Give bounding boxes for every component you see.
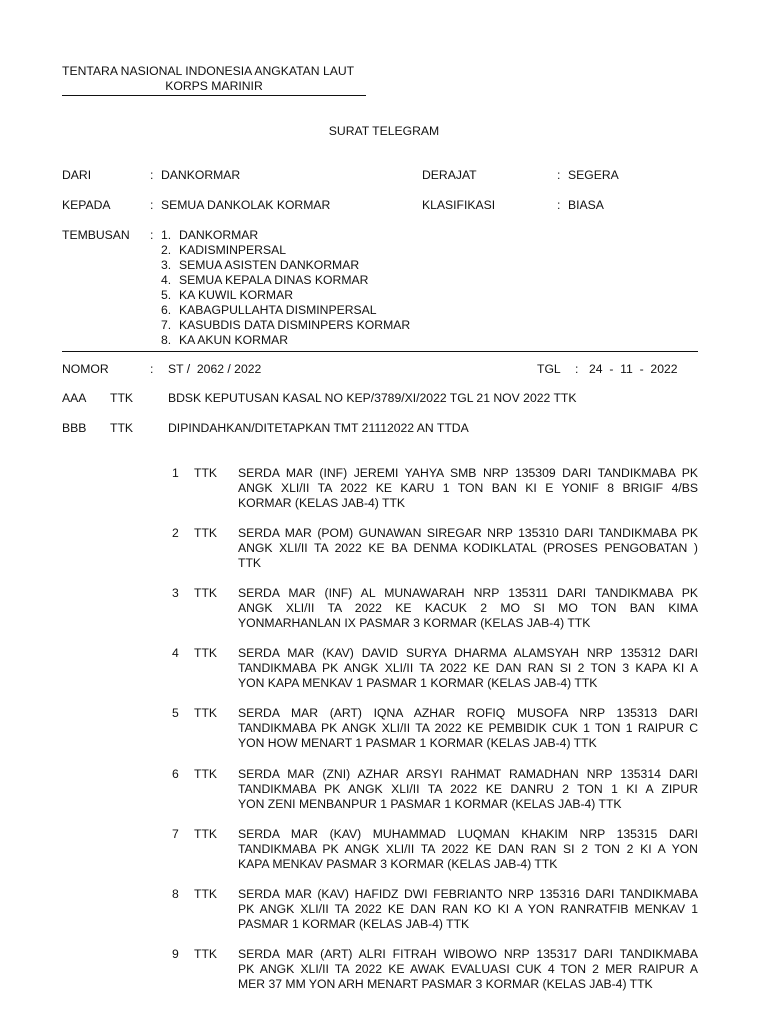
document-title: SURAT TELEGRAM <box>328 124 440 138</box>
item-ttk: TTK <box>194 767 218 781</box>
dari-colon: : <box>150 168 154 182</box>
bbb-ttk: TTK <box>110 421 134 435</box>
tembusan-number: 8. <box>161 333 172 347</box>
item-ttk: TTK <box>194 466 218 480</box>
aaa-ttk: TTK <box>110 391 134 405</box>
tembusan-number: 6. <box>161 303 172 317</box>
dari-label: DARI <box>62 168 92 182</box>
item-line: PK ANGK XLI/II TA 2022 KE DAN RAN KO KI A YON RANRATFIB MENKAV 1 <box>238 902 698 916</box>
item-ttk: TTK <box>194 526 218 540</box>
item-line: SERDA MAR (POM) GUNAWAN SIREGAR NRP 135310 DARI TANDIKMABA PK <box>238 526 698 540</box>
tembusan-text: KADISMINPERSAL <box>179 243 287 257</box>
item-number: 7 <box>172 827 179 841</box>
tembusan-text: KASUBDIS DATA DISMINPERS KORMAR <box>179 318 411 332</box>
tembusan-text: KA AKUN KORMAR <box>179 333 289 347</box>
tembusan-list <box>161 228 410 348</box>
bbb-text: DIPINDAHKAN/DITETAPKAN TMT 21112022 AN TTDA <box>168 421 469 435</box>
item-number: 8 <box>172 887 179 901</box>
item-line: PASMAR 1 KORMAR (KELAS JAB-4) TTK <box>238 917 470 931</box>
item-line: TANDIKMABA PK ANGK XLI/II TA 2022 KE DAN RAN SI 2 TON 3 KAPA KI A <box>238 661 698 675</box>
item-text <box>238 586 698 631</box>
item-text <box>238 827 698 872</box>
header-underline <box>62 95 366 96</box>
kepada-label: KEPADA <box>62 198 111 212</box>
kepada-colon: : <box>150 198 154 212</box>
tembusan-text: SEMUA ASISTEN DANKORMAR <box>179 258 360 272</box>
tembusan-text: KA KUWIL KORMAR <box>179 288 293 302</box>
item-text <box>238 466 698 511</box>
item-number: 1 <box>172 466 179 480</box>
klasifikasi-colon: : <box>557 198 561 212</box>
item-line: YON KAPA MENKAV 1 PASMAR 1 KORMAR (KELAS JAB-4) TTK <box>238 676 598 690</box>
dari-value: DANKORMAR <box>161 168 241 182</box>
item-line: ANGK XLI/II TA 2022 KE KARU 1 TON BAN KI E YONIF 8 BRIGIF 4/BS <box>238 481 698 495</box>
item-number: 6 <box>172 767 179 781</box>
item-line: SERDA MAR (KAV) HAFIDZ DWI FEBRIANTO NRP 135316 DARI TANDIKMABA <box>238 887 698 901</box>
item-line: SERDA MAR (ART) ALRI FITRAH WIBOWO NRP 135317 DARI TANDIKMABA <box>238 947 698 961</box>
item-line: TANDIKMABA PK ANGK XLI/II TA 2022 KE DAN RAN SI 2 TON 2 KI A YON <box>238 842 698 856</box>
nomor-value: ST / 2062 / 2022 <box>168 362 262 376</box>
tgl-label: TGL <box>537 362 561 376</box>
tembusan-item <box>161 243 410 258</box>
item-line: TTK <box>238 556 262 570</box>
klasifikasi-label: KLASIFIKASI <box>422 198 496 212</box>
tembusan-text: DANKORMAR <box>179 228 259 242</box>
item-line: SERDA MAR (INF) AL MUNAWARAH NRP 135311 DARI TANDIKMABA PK <box>238 586 698 600</box>
org-line1: TENTARA NASIONAL INDONESIA ANGKATAN LAUT <box>62 64 355 78</box>
item-line: SERDA MAR (INF) JEREMI YAHYA SMB NRP 135309 DARI TANDIKMABA PK <box>238 466 698 480</box>
item-text <box>238 706 698 751</box>
item-line: KAPA MENKAV PASMAR 3 KORMAR (KELAS JAB-4) TTK <box>238 857 558 871</box>
tembusan-item <box>161 333 410 348</box>
bbb-label: BBB <box>62 421 87 435</box>
item-text <box>238 767 698 812</box>
tembusan-number: 4. <box>161 273 172 287</box>
item-ttk: TTK <box>194 827 218 841</box>
item-line: ANGK XLI/II TA 2022 KE KACUK 2 MO SI MO TON BAN KIMA <box>238 601 698 615</box>
item-text <box>238 646 698 691</box>
item-line: TANDIKMABA PK ANGK XLI/II TA 2022 KE DANRU 2 TON 1 KI A ZIPUR <box>238 782 698 796</box>
item-text <box>238 526 698 571</box>
tembusan-number: 1. <box>161 228 172 242</box>
derajat-label: DERAJAT <box>422 168 477 182</box>
tembusan-item <box>161 303 410 318</box>
kepada-value: SEMUA DANKOLAK KORMAR <box>161 198 331 212</box>
item-line: SERDA MAR (KAV) MUHAMMAD LUQMAN KHAKIM NRP 135315 DARI <box>238 827 698 841</box>
item-ttk: TTK <box>194 947 218 961</box>
item-text <box>238 947 698 992</box>
nomor-colon: : <box>150 362 154 376</box>
tembusan-item <box>161 258 410 273</box>
item-number: 5 <box>172 706 179 720</box>
item-line: MER 37 MM YON ARH MENART PASMAR 3 KORMAR (KELAS JAB-4) TTK <box>238 977 653 991</box>
org-line2: KORPS MARINIR <box>165 79 263 93</box>
item-line: SERDA MAR (ART) IQNA AZHAR ROFIQ MUSOFA NRP 135313 DARI <box>238 706 698 720</box>
tembusan-text: SEMUA KEPALA DINAS KORMAR <box>179 273 369 287</box>
item-text <box>238 887 698 932</box>
klasifikasi-value: BIASA <box>568 198 604 212</box>
tembusan-item <box>161 273 410 288</box>
item-number: 2 <box>172 526 179 540</box>
tembusan-number: 3. <box>161 258 172 272</box>
tembusan-item <box>161 228 410 243</box>
item-line: YON ZENI MENBANPUR 1 PASMAR 1 KORMAR (KELAS JAB-4) TTK <box>238 797 622 811</box>
item-ttk: TTK <box>194 706 218 720</box>
derajat-value: SEGERA <box>568 168 619 182</box>
item-number: 3 <box>172 586 179 600</box>
tembusan-number: 7. <box>161 318 172 332</box>
derajat-colon: : <box>557 168 561 182</box>
tembusan-item <box>161 288 410 303</box>
nomor-label: NOMOR <box>62 362 109 376</box>
tgl-colon: : <box>575 362 579 376</box>
aaa-label: AAA <box>62 391 87 405</box>
item-line: TANDIKMABA PK ANGK XLI/II TA 2022 KE PEMBIDIK CUK 1 TON 1 RAIPUR C <box>238 721 698 735</box>
tembusan-text: KABAGPULLAHTA DISMINPERSAL <box>179 303 377 317</box>
tembusan-colon: : <box>150 228 154 242</box>
aaa-text: BDSK KEPUTUSAN KASAL NO KEP/3789/XI/2022 TGL 21 NOV 2022 TTK <box>168 391 577 405</box>
item-line: PK ANGK XLI/II TA 2022 KE AWAK EVALUASI CUK 4 TON 2 MER RAIPUR A <box>238 962 698 976</box>
item-line: YON HOW MENART 1 PASMAR 1 KORMAR (KELAS JAB-4) TTK <box>238 736 597 750</box>
tembusan-number: 2. <box>161 243 172 257</box>
tgl-value: 24 - 11 - 2022 <box>589 362 678 376</box>
item-number: 9 <box>172 947 179 961</box>
tembusan-label: TEMBUSAN <box>62 228 130 242</box>
item-line: KORMAR (KELAS JAB-4) TTK <box>238 496 406 510</box>
item-ttk: TTK <box>194 586 218 600</box>
item-line: YONMARHANLAN IX PASMAR 3 KORMAR (KELAS JAB-4) TTK <box>238 616 591 630</box>
section-divider <box>62 351 698 352</box>
item-line: ANGK XLI/II TA 2022 KE BA DENMA KODIKLATAL (PROSES PENGOBATAN ) <box>238 541 698 555</box>
tembusan-number: 5. <box>161 288 172 302</box>
item-line: SERDA MAR (ZNI) AZHAR ARSYI RAHMAT RAMADHAN NRP 135314 DARI <box>238 767 698 781</box>
item-ttk: TTK <box>194 646 218 660</box>
item-number: 4 <box>172 646 179 660</box>
tembusan-item <box>161 318 410 333</box>
item-ttk: TTK <box>194 887 218 901</box>
item-line: SERDA MAR (KAV) DAVID SURYA DHARMA ALAMSYAH NRP 135312 DARI <box>238 646 698 660</box>
